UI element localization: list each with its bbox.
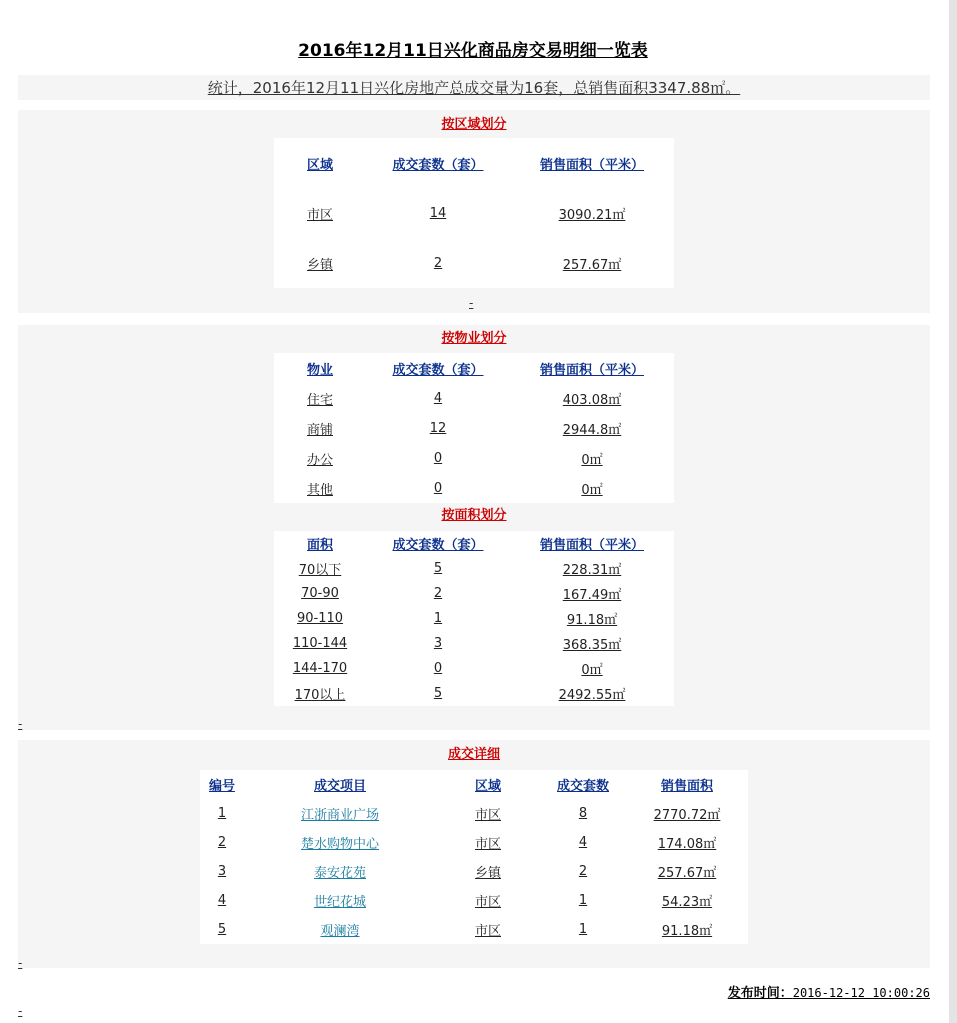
- table-cell: 市区: [474, 837, 501, 852]
- table-cell: 2944.8㎡: [562, 422, 622, 438]
- table-cell: 2: [433, 255, 443, 271]
- table-cell: 5: [433, 686, 443, 701]
- table-cell: 70-90: [301, 586, 339, 601]
- table-row: [274, 383, 674, 413]
- table-cell: 257.67㎡: [657, 866, 717, 881]
- table-cell: 368.35㎡: [562, 638, 622, 653]
- table-row: [274, 556, 674, 581]
- table-cell: 住宅: [306, 392, 333, 408]
- region-col-header: 区域: [306, 157, 333, 173]
- region-table: [274, 138, 674, 288]
- project-link[interactable]: 江浙商业广场: [300, 808, 379, 823]
- table-cell: 91.18㎡: [566, 613, 618, 628]
- area-col-header: 销售面积（平米）: [539, 538, 644, 553]
- table-cell: 12: [429, 420, 447, 436]
- table-cell: 90-110: [296, 611, 344, 626]
- table-row: [274, 188, 674, 238]
- table-cell: 257.67㎡: [562, 257, 622, 273]
- details-col-header: 成交项目: [313, 779, 366, 794]
- table-cell: 70以下: [298, 563, 342, 578]
- table-cell: 1: [578, 922, 588, 937]
- project-link[interactable]: 泰安花苑: [313, 866, 366, 881]
- publish-time: [728, 982, 930, 1001]
- table-cell: 市区: [306, 207, 333, 223]
- area-col-header: 面积: [306, 538, 333, 553]
- region-col-header: 成交套数（套）: [392, 157, 484, 173]
- table-cell: 0㎡: [581, 663, 603, 678]
- table-row: [274, 473, 674, 503]
- table-cell: 3: [433, 636, 443, 651]
- table-row: [274, 681, 674, 706]
- table-cell: 2: [217, 835, 227, 850]
- table-cell: 144-170: [292, 661, 348, 676]
- vertical-scrollbar[interactable]: [949, 0, 957, 1023]
- table-cell: 110-144: [292, 636, 348, 651]
- page-title: 2016年12月11日兴化商品房交易明细一览表: [298, 41, 648, 61]
- table-cell: 0: [433, 450, 443, 466]
- table-cell: 1: [578, 893, 588, 908]
- table-cell: 2770.72㎡: [653, 808, 721, 823]
- table-cell: 市区: [474, 895, 501, 910]
- area-heading: 按面积划分: [441, 508, 507, 523]
- table-row: [274, 413, 674, 443]
- details-heading: 成交详细: [447, 747, 500, 762]
- table-cell: 办公: [306, 452, 333, 468]
- table-cell: 市区: [474, 808, 501, 823]
- table-cell: 3090.21㎡: [558, 207, 626, 223]
- table-cell: 4: [433, 390, 443, 406]
- table-row: [200, 799, 748, 828]
- table-cell: 乡镇: [474, 866, 501, 881]
- details-section: [18, 740, 930, 968]
- table-row: [274, 631, 674, 656]
- separator-dash: -: [18, 717, 23, 731]
- property-heading: 按物业划分: [441, 331, 507, 346]
- table-cell: 2: [578, 864, 588, 879]
- table-cell: 3: [217, 864, 227, 879]
- table-cell: 5: [433, 561, 443, 576]
- table-row: [200, 915, 748, 944]
- table-cell: 其他: [306, 482, 333, 498]
- region-heading: 按区域划分: [441, 117, 507, 132]
- project-link[interactable]: 观澜湾: [320, 924, 360, 939]
- table-row: [274, 606, 674, 631]
- table-cell: 市区: [474, 924, 501, 939]
- table-cell: 0㎡: [581, 482, 603, 498]
- property-area-section: [18, 325, 930, 730]
- table-cell: 14: [429, 205, 447, 221]
- table-cell: 乡镇: [306, 257, 333, 273]
- details-col-header: 编号: [208, 779, 235, 794]
- table-cell: 91.18㎡: [661, 924, 713, 939]
- table-row: [274, 443, 674, 473]
- table-cell: 商铺: [306, 422, 333, 438]
- publish-time-value: 2016-12-12 10:00:26: [792, 986, 930, 1000]
- table-cell: 4: [217, 893, 227, 908]
- table-cell: 2: [433, 586, 443, 601]
- table-cell: 0: [433, 480, 443, 496]
- details-col-header: 成交套数: [556, 779, 609, 794]
- area-table: [274, 531, 674, 706]
- details-table: [200, 770, 748, 944]
- table-cell: 403.08㎡: [562, 392, 622, 408]
- details-col-header: 销售面积: [660, 779, 713, 794]
- table-cell: 174.08㎡: [657, 837, 717, 852]
- table-row: [274, 238, 674, 288]
- table-cell: 170以上: [294, 688, 346, 703]
- region-section: [18, 110, 930, 313]
- summary-text: 统计，2016年12月11日兴化房地产总成交量为16套，总销售面积3347.88㎡。: [18, 75, 930, 100]
- project-link[interactable]: 楚水购物中心: [300, 837, 379, 852]
- table-cell: 54.23㎡: [661, 895, 713, 910]
- table-cell: 2492.55㎡: [558, 688, 626, 703]
- table-cell: 228.31㎡: [562, 563, 622, 578]
- property-col-header: 成交套数（套）: [392, 362, 484, 378]
- table-cell: 0: [433, 661, 443, 676]
- publish-label: 发布时间：: [727, 986, 793, 1001]
- table-cell: 5: [217, 922, 227, 937]
- table-cell: 8: [578, 806, 588, 821]
- property-col-header: 物业: [306, 362, 333, 378]
- details-col-header: 区域: [474, 779, 501, 794]
- region-col-header: 销售面积（平米）: [539, 157, 644, 173]
- table-row: [274, 656, 674, 681]
- area-col-header: 成交套数（套）: [392, 538, 484, 553]
- table-cell: 0㎡: [581, 452, 603, 468]
- table-row: [274, 581, 674, 606]
- project-link[interactable]: 世纪花城: [313, 895, 366, 910]
- table-row: [200, 828, 748, 857]
- separator-dash: -: [18, 956, 23, 970]
- table-row: [200, 857, 748, 886]
- separator-dash: -: [18, 1004, 23, 1018]
- property-col-header: 销售面积（平米）: [539, 362, 644, 378]
- table-cell: 1: [433, 611, 443, 626]
- table-row: [200, 886, 748, 915]
- table-cell: 167.49㎡: [562, 588, 622, 603]
- table-cell: 4: [578, 835, 588, 850]
- table-cell: 1: [217, 806, 227, 821]
- property-table: [274, 353, 674, 503]
- separator-dash: -: [469, 296, 474, 310]
